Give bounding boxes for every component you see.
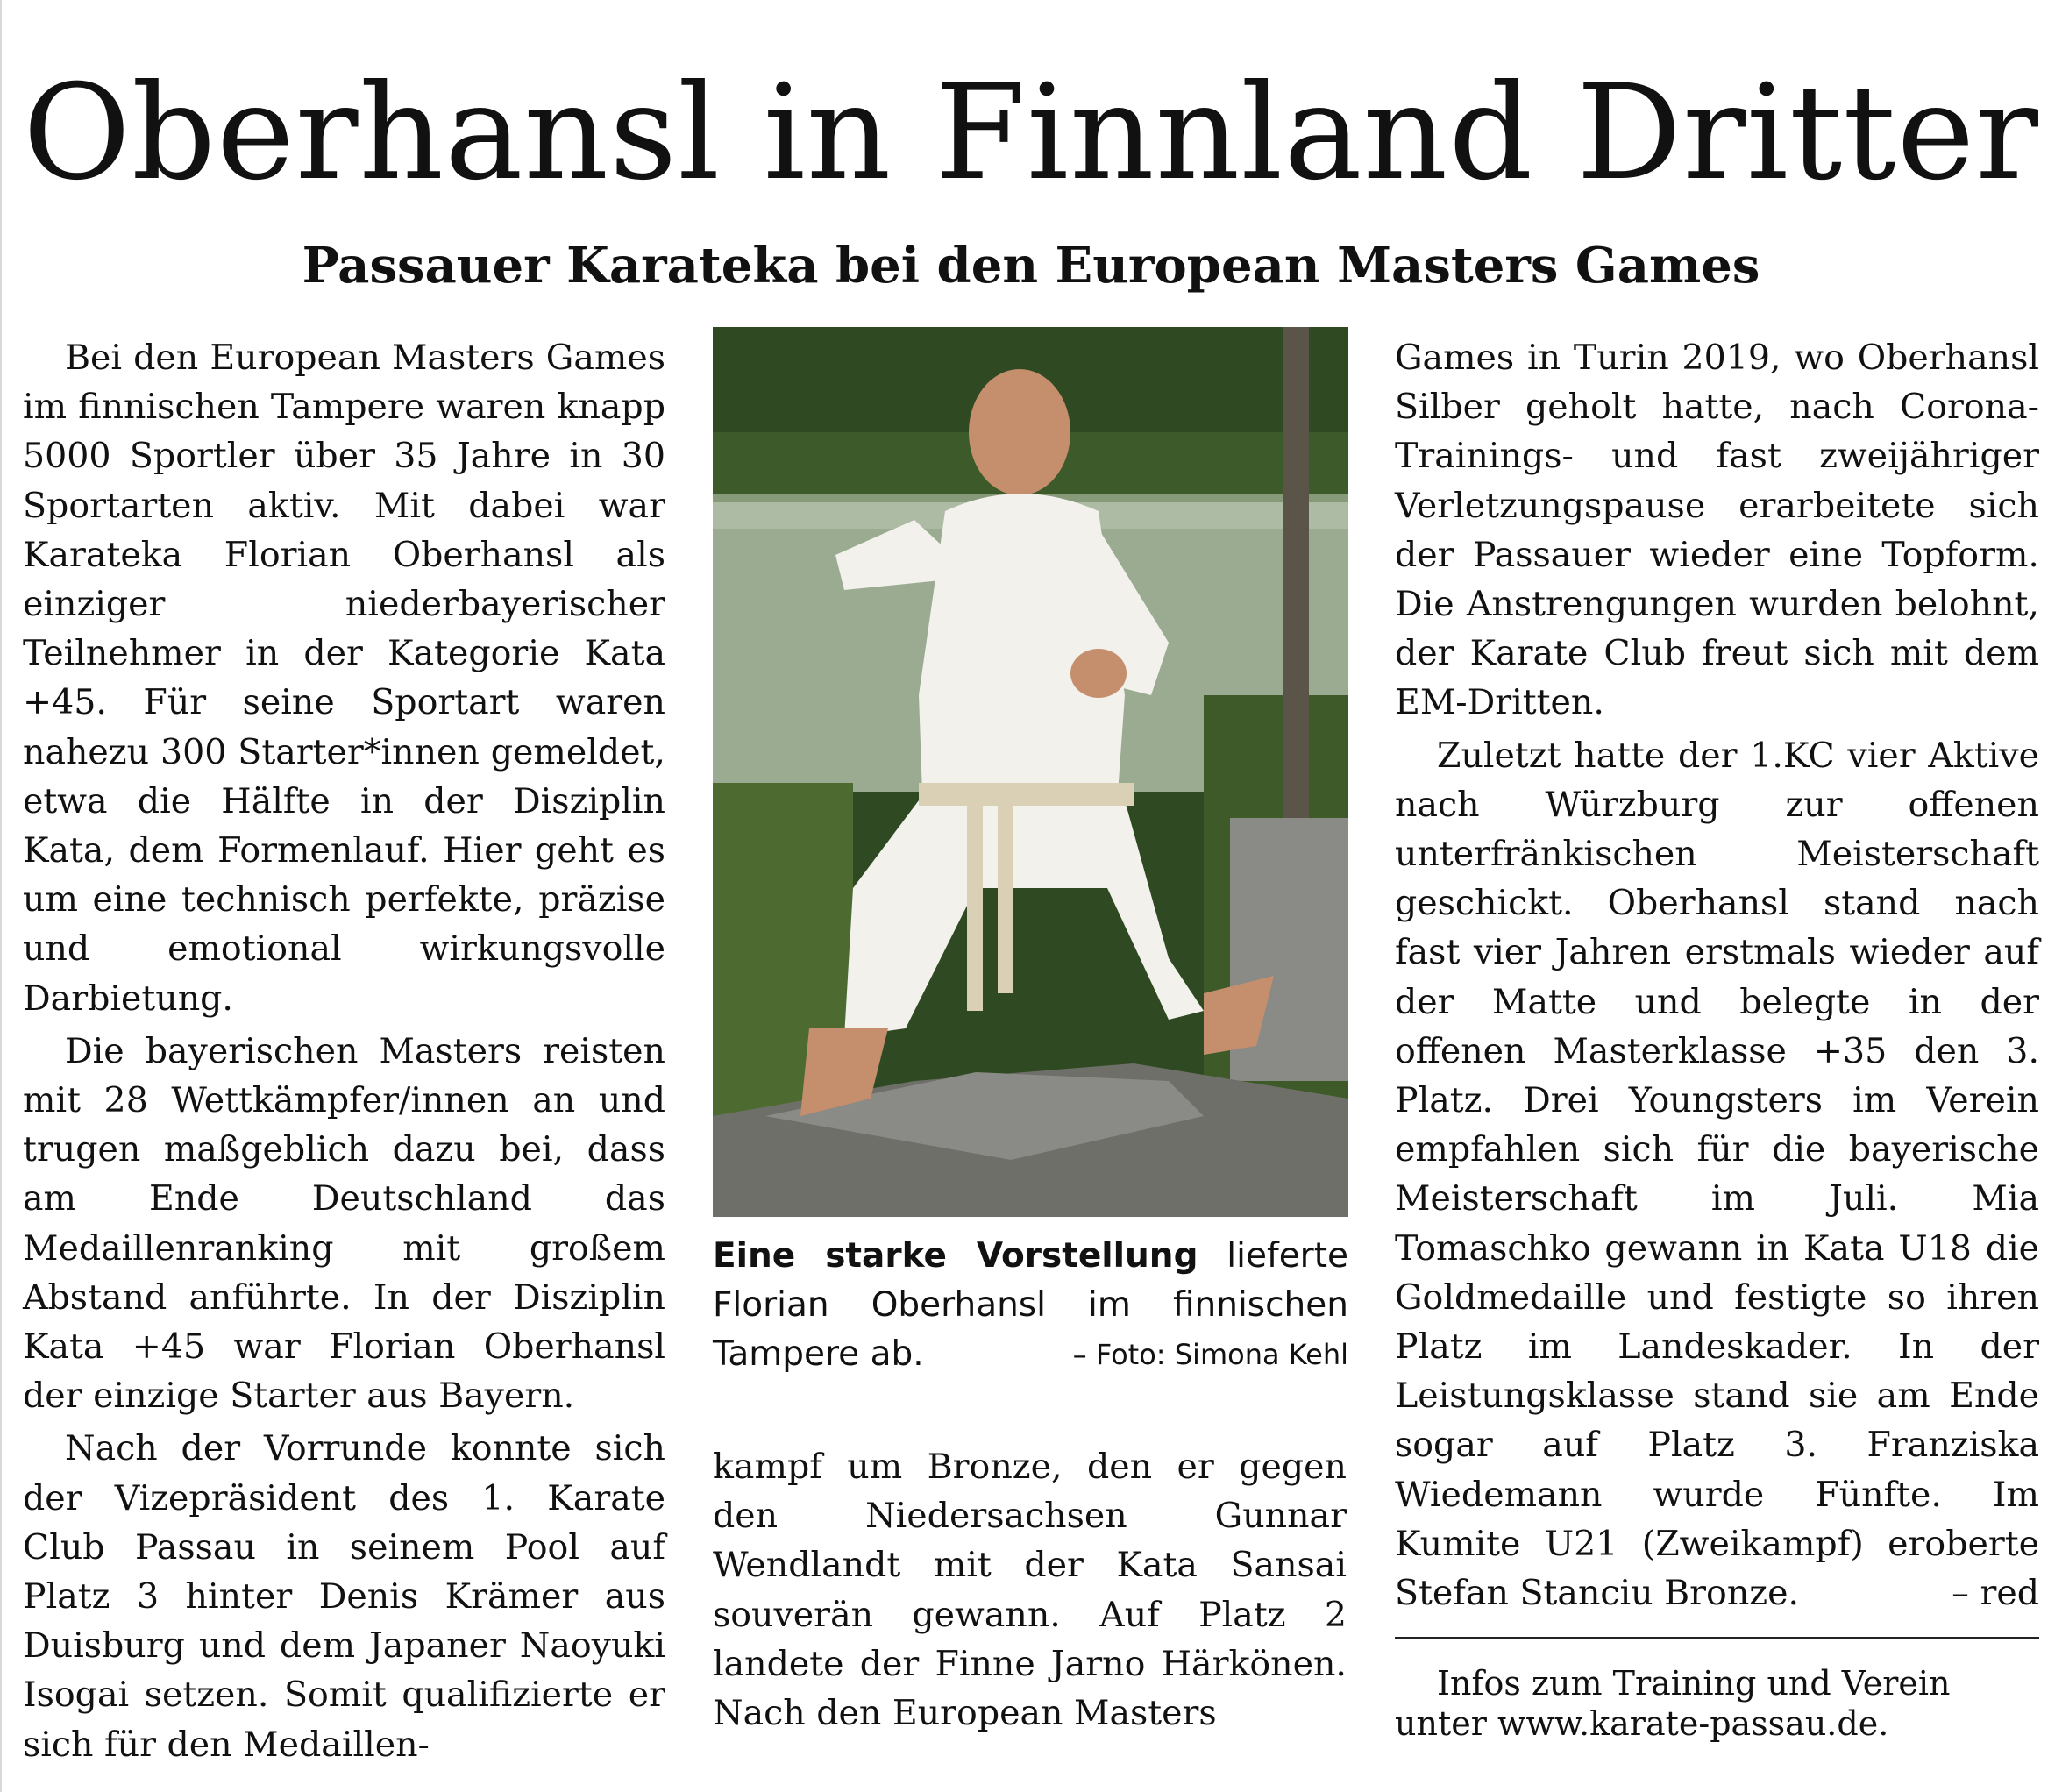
article-column-2 bbox=[713, 1442, 1347, 1741]
headline: Oberhansl in Finnland Dritter bbox=[23, 57, 2039, 210]
caption-text: lieferte Florian Oberhansl im finnischen Tampere ab. bbox=[713, 1236, 1349, 1374]
caption-bold: Eine starke Vorstellung bbox=[713, 1236, 1198, 1276]
info-box bbox=[1395, 1663, 2039, 1744]
karateka-photo bbox=[713, 327, 1348, 1217]
paragraph bbox=[1395, 731, 2039, 1618]
paragraph: kampf um Bronze, den er gegen den Niedersachsen Gunnar Wendlandt mit der Kata Sansai souverän gewann. Auf Platz 2 landete der Finne Jarno Härkönen. Nach den European Masters bbox=[713, 1447, 1347, 1734]
paragraph: Nach der Vorrunde konnte sich der Vizepräsident des 1. Karate Club Passau in seinem Pool auf Platz 3 hinter Denis Krämer aus Duisburg und dem Japaner Naoyuki Isogai setzen. Somit qualifizierte er sich für den Medaillen- bbox=[23, 1428, 665, 1765]
subheadline: Passauer Karateka bei den European Masters Games bbox=[302, 237, 1760, 295]
paragraph: Die bayerischen Masters reisten mit 28 Wettkämpfer/innen an und trugen maßgeblich dazu bei, dass am Ende Deutschland das Medaillenranking mit großem Abstand anführte. In der Disziplin Kata +45 war Florian Oberhansl der einzige Starter aus Bayern. bbox=[23, 1030, 665, 1417]
author-signature: – red bbox=[1952, 1573, 2039, 1614]
paragraph: Bei den European Masters Games im finnischen Tampere waren knapp 5000 Sportler über 35 Jahre in 30 Sportarten aktiv. Mit dabei war Karateka Florian Oberhansl als einziger niederbayerischer Teilnehmer in der Kategorie Kata +45. Für seine Sportart waren nahezu 300 Starter*innen gemeldet, etwa die Hälfte in der Disziplin Kata, dem Formenlauf. Hier geht es um eine technisch perfekte, präzise und emotional wirkungsvolle Darbietung. bbox=[23, 338, 665, 1019]
photo-credit: – Foto: Simona Kehl bbox=[1072, 1338, 1348, 1371]
paragraph-text: Zuletzt hatte der 1.KC vier Aktive nach Würzburg zur offenen unterfränkischen Meisterschaft geschickt. Oberhansl stand nach fast vier Jahren erstmals wieder auf der Matte und belegte in der offenen Masterklasse +35 den 3. Platz. Drei Youngsters im Verein empfahlen sich für die bayerische Meisterschaft im Juli. Mia Tomaschko gewann in Kata U18 die Goldmedaille und festigte so ihren Platz im Landeskader. In der Leistungsklasse stand sie am Ende sogar auf Platz 3. Franziska Wiedemann wurde Fünfte. Im Kumite U21 (Zweikampf) eroberte Stefan Stanciu Bronze. bbox=[1395, 735, 2039, 1614]
divider-rule bbox=[1395, 1637, 2039, 1639]
article-column-3 bbox=[1395, 333, 2039, 1621]
info-line-1: Infos zum Training und Verein bbox=[1437, 1664, 1951, 1703]
photo-caption bbox=[713, 1232, 1348, 1379]
article-column-1 bbox=[23, 333, 665, 1773]
photo-illustration bbox=[713, 327, 1348, 1217]
info-line-2: unter www.karate-passau.de. bbox=[1395, 1704, 1889, 1743]
paragraph: Games in Turin 2019, wo Oberhansl Silber geholt hatte, nach Corona-Trainings- und fast zweijähriger Verletzungspause erarbeitete sich der Passauer wieder eine Topform. Die Anstrengungen wurden belohnt, der Karate Club freut sich mit dem EM-Dritten. bbox=[1395, 338, 2039, 723]
